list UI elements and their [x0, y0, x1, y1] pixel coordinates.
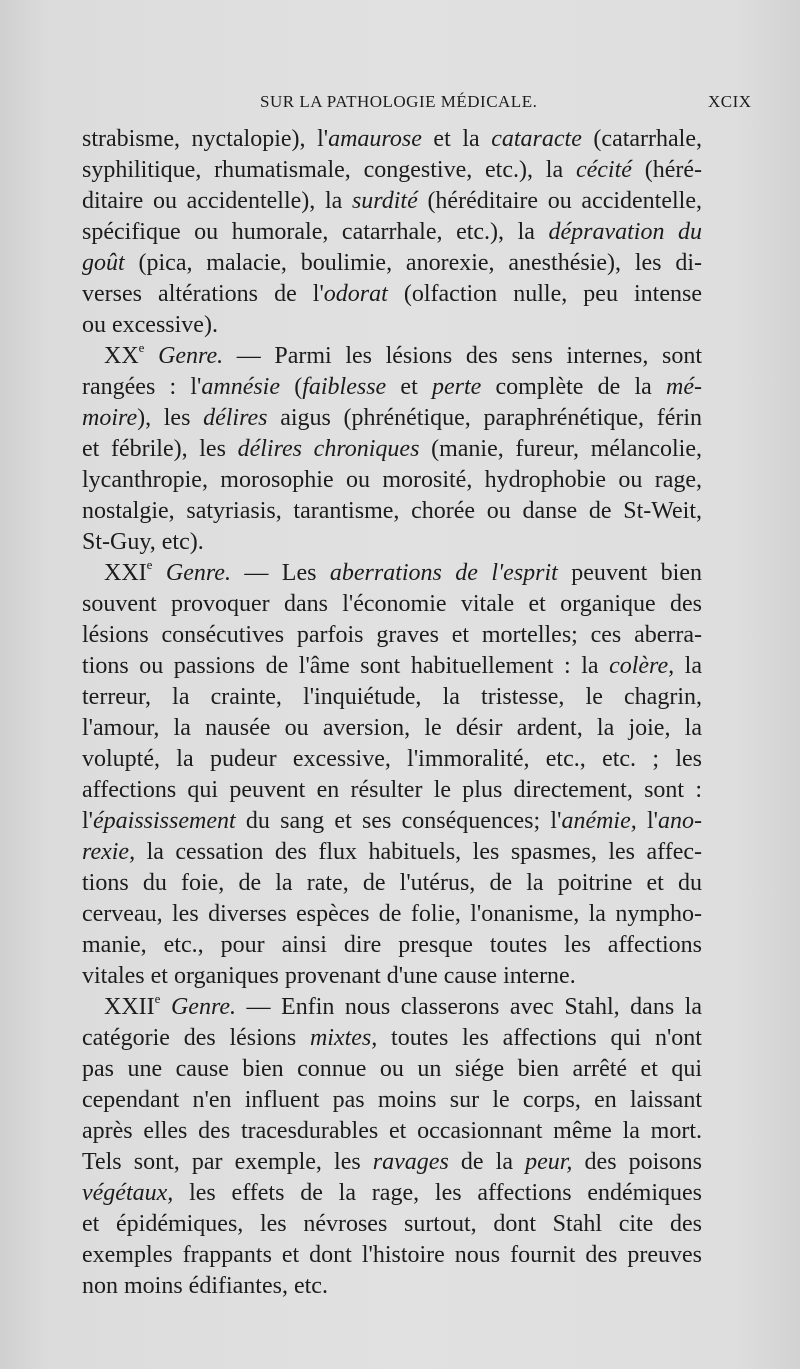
text-run: XXI [104, 560, 147, 586]
text-line [82, 744, 702, 775]
italic-term: ano- [658, 808, 702, 834]
text-line [82, 620, 702, 651]
text-run: aigus (phrénétique, paraphrénétique, férin [267, 405, 703, 431]
text-run [160, 994, 171, 1020]
text-run: (olfaction nulle, peu intense [387, 281, 702, 307]
text-run: (héréditaire ou accidentelle, [417, 188, 702, 214]
italic-term: rexie, [82, 839, 136, 865]
text-line [82, 248, 702, 279]
text-line [82, 186, 702, 217]
text-line [82, 837, 702, 868]
text-run: ( [280, 374, 303, 400]
text-run: ditaire ou accidentelle), la [82, 188, 352, 214]
page-number: XCIX [708, 92, 752, 111]
italic-term: Genre. [165, 560, 231, 586]
text-run: cependant n'en influent pas moins sur le corps, en laissant [82, 1087, 702, 1113]
text-run: nostalgie, satyriasis, tarantisme, chorée ou danse de St-Weit, [82, 498, 702, 524]
body-text [82, 124, 702, 1302]
text-line [82, 682, 702, 713]
text-run: XX [104, 343, 139, 369]
text-run: complète de la [481, 374, 667, 400]
text-line [82, 1116, 702, 1147]
text-run: XXII [104, 994, 155, 1020]
text-line [82, 1147, 702, 1178]
text-run: Tels sont, par exemple, les [82, 1149, 373, 1175]
italic-term: moire [82, 405, 138, 431]
text-line [82, 403, 702, 434]
text-run: des poisons [572, 1149, 702, 1175]
text-line [82, 434, 702, 465]
text-line [82, 341, 702, 372]
text-line [82, 1054, 702, 1085]
text-run [152, 560, 165, 586]
superscript: e [154, 991, 161, 1006]
text-line [82, 806, 702, 837]
italic-term: anémie, [561, 808, 637, 834]
text-run: (pica, malacie, boulimie, anorexie, anesthésie), les di- [124, 250, 702, 276]
italic-term: délires [203, 405, 268, 431]
text-line [82, 124, 702, 155]
text-run: la cessation des flux habituels, les spasmes, les affec- [135, 839, 702, 865]
text-line [82, 558, 702, 589]
text-run: pas une cause bien connue ou un siége bien arrêté et qui [82, 1056, 702, 1082]
text-line [82, 310, 702, 341]
italic-term: perte [431, 374, 482, 400]
text-run: l' [82, 808, 93, 834]
text-run: cerveau, les diverses espèces de folie, l'onanisme, la nympho- [82, 901, 702, 927]
text-run: strabisme, nyctalopie), l' [82, 126, 329, 152]
text-run: de la [448, 1149, 526, 1175]
text-run: spécifique ou humorale, catarrhale, etc.), la [82, 219, 549, 245]
text-run: manie, etc., pour ainsi dire presque toutes les affections [82, 932, 702, 958]
text-run [144, 343, 158, 369]
text-line [82, 899, 702, 930]
text-run: l'amour, la nausée ou aversion, le désir ardent, la joie, la [82, 715, 702, 741]
text-run: (héré- [631, 157, 702, 183]
text-run: et la [421, 126, 492, 152]
italic-term: cataracte [491, 126, 582, 152]
italic-term: goût [82, 250, 125, 276]
text-run: ), les [137, 405, 204, 431]
italic-term: surdité [351, 188, 418, 214]
text-run: la [674, 653, 702, 679]
text-line [82, 651, 702, 682]
text-run: rangées : l' [82, 374, 202, 400]
text-line [82, 496, 702, 527]
text-run: l' [636, 808, 658, 834]
text-run: tions du foie, de la rate, de l'utérus, de la poitrine et du [82, 870, 702, 896]
italic-term: épaississement [93, 808, 236, 834]
text-run: — Enfin nous classerons avec Stahl, dans la [236, 994, 703, 1020]
text-line [82, 372, 702, 403]
italic-term: peur, [525, 1149, 573, 1175]
text-line [82, 1178, 702, 1209]
text-run: et [386, 374, 432, 400]
text-line [82, 1271, 702, 1302]
text-run: verses altérations de l' [82, 281, 324, 307]
text-run: ou excessive). [82, 312, 218, 338]
text-line [82, 155, 702, 186]
text-line [82, 1023, 702, 1054]
text-run: affections qui peuvent en résulter le plus directement, sont : [82, 777, 702, 803]
text-line [82, 527, 702, 558]
italic-term: aberrations de l'esprit [329, 560, 558, 586]
italic-term: délires chroniques [237, 436, 420, 462]
text-run: souvent provoquer dans l'économie vitale et organique des [82, 591, 702, 617]
text-run: catégorie des lésions [82, 1025, 310, 1051]
superscript: e [138, 340, 145, 355]
italic-term: cécité [575, 157, 632, 183]
text-line [82, 279, 702, 310]
text-line [82, 868, 702, 899]
text-run: du sang et ses conséquences; l' [235, 808, 562, 834]
italic-term: odorat [323, 281, 388, 307]
text-run: syphilitique, rhumatismale, congestive, etc.), la [82, 157, 576, 183]
text-line [82, 589, 702, 620]
text-line [82, 713, 702, 744]
italic-term: mé- [666, 374, 702, 400]
text-run: après elles des tracesdurables et occasionnant même la mort. [82, 1118, 702, 1144]
text-line [82, 961, 702, 992]
text-run: les effets de la rage, les affections endémiques [173, 1180, 702, 1206]
text-line [82, 1085, 702, 1116]
italic-term: colère, [609, 653, 675, 679]
italic-term: amnésie [201, 374, 281, 400]
text-run: peuvent bien [557, 560, 702, 586]
text-run: tions ou passions de l'âme sont habituellement : la [82, 653, 610, 679]
italic-term: ravages [372, 1149, 449, 1175]
text-run: et fébrile), les [82, 436, 238, 462]
text-run: toutes les affections qui n'ont [377, 1025, 702, 1051]
italic-term: végétaux, [82, 1180, 174, 1206]
text-line [82, 217, 702, 248]
text-run: non moins édifiantes, etc. [82, 1273, 328, 1299]
text-run: vitales et organiques provenant d'une cause interne. [82, 963, 576, 989]
text-run: terreur, la crainte, l'inquiétude, la tristesse, le chagrin, [82, 684, 702, 710]
italic-term: mixtes, [309, 1025, 378, 1051]
text-line [82, 992, 702, 1023]
text-line [82, 1240, 702, 1271]
text-run: — Parmi les lésions des sens internes, sont [223, 343, 702, 369]
italic-term: Genre. [158, 343, 224, 369]
text-line [82, 775, 702, 806]
italic-term: dépravation du [548, 219, 703, 245]
italic-term: faiblesse [302, 374, 387, 400]
running-head-title: SUR LA PATHOLOGIE MÉDICALE. [260, 92, 538, 111]
text-run: (manie, fureur, mélancolie, [419, 436, 702, 462]
superscript: e [146, 557, 153, 572]
italic-term: Genre. [170, 994, 237, 1020]
text-run: lésions consécutives parfois graves et mortelles; ces aberra- [82, 622, 702, 648]
text-run: exemples frappants et dont l'histoire nous fournit des preuves [82, 1242, 702, 1268]
text-run: volupté, la pudeur excessive, l'immoralité, etc., etc. ; les [82, 746, 702, 772]
text-run: lycanthropie, morosophie ou morosité, hydrophobie ou rage, [82, 467, 702, 493]
text-run: (catarrhale, [581, 126, 703, 152]
text-run: et épidémiques, les névroses surtout, dont Stahl cite des [82, 1211, 702, 1237]
text-line [82, 465, 702, 496]
text-line [82, 1209, 702, 1240]
text-line [82, 930, 702, 961]
text-run: St-Guy, etc). [82, 529, 204, 555]
text-run: — Les [230, 560, 330, 586]
italic-term: amaurose [328, 126, 422, 152]
running-head [0, 92, 800, 118]
